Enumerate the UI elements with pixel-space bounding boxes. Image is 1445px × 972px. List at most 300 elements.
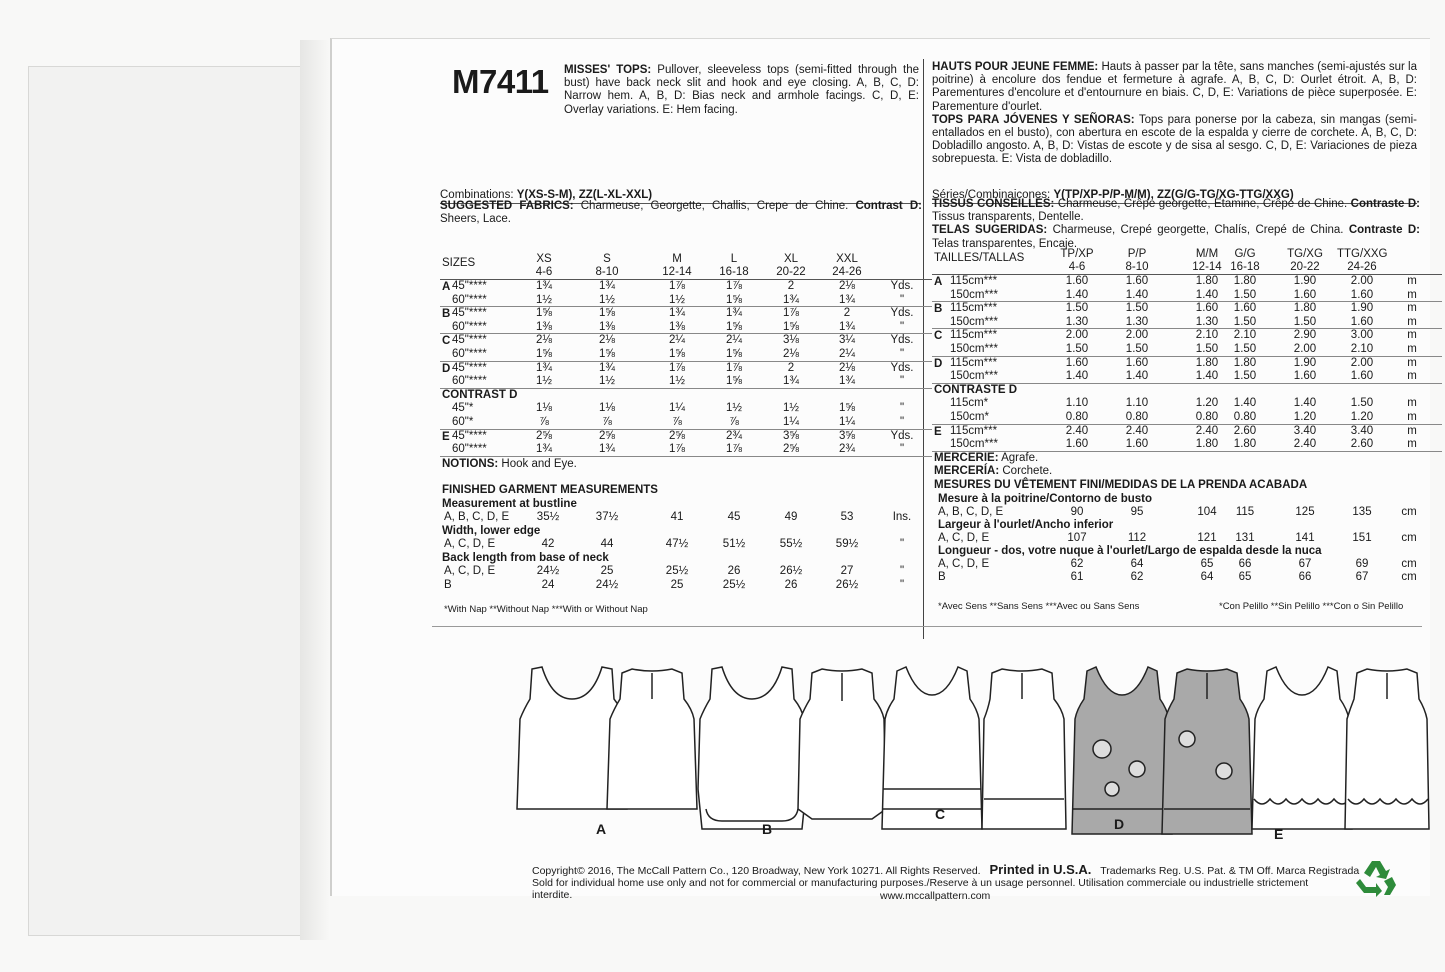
tissus-telas: TISSUS CONSEILLÉS: Charmeuse, Crêpe georgette, Etamine, Crêpe de Chine. Contraste D: Tissus transparents, Dentelle. TELAS SUGERIDAS: Charmeuse, Crepé georgette, Chalís, Crepé de China. Contraste D: Telas transparentes, Encaje. (932, 198, 1420, 250)
en-cell: 1¼ (783, 416, 799, 428)
fr-width: 115cm*** (950, 356, 998, 369)
fr-cell: 1.80 (1195, 275, 1219, 287)
view-d-front (1072, 667, 1172, 834)
mesures-cell: 90 (1070, 505, 1084, 518)
fr-unit: m (1407, 370, 1417, 383)
fr-cell: 0.80 (1195, 411, 1219, 423)
fr-size-num-4: 20-22 (1290, 261, 1320, 273)
en-cell: 3⅝ (783, 429, 799, 442)
fr-cell: 1.60 (1065, 438, 1089, 451)
fgm-label: A, C, D, E (444, 537, 496, 550)
en-cell: 1⅝ (726, 375, 742, 388)
fgm-cell: 26½ (779, 564, 803, 577)
mercerie-label: MERCERIE: (934, 451, 999, 464)
mesures-cell: 95 (1130, 505, 1144, 518)
en-cell: ⅞ (729, 416, 739, 428)
instruction-sheet (330, 38, 1430, 902)
fgm-heading: Measurement at bustline (442, 497, 577, 510)
mesures-cell: 107 (1067, 531, 1087, 544)
en-width: 60"**** (452, 293, 487, 306)
fr-cell: 2.00 (1350, 275, 1374, 287)
notions (442, 458, 577, 471)
combinations: Combinations: Y(XS-S-M), ZZ(L-XL-XXL) (440, 189, 653, 201)
fr-size-num-1: 8-10 (1125, 261, 1149, 273)
fgm-cell: 25 (600, 564, 614, 577)
fgm-cell: 24 (541, 578, 555, 591)
en-unit: Yds. (890, 280, 914, 292)
en-cell: 1½ (669, 293, 685, 306)
en-cell: 1¾ (726, 307, 742, 320)
en-width: 60"**** (452, 375, 487, 388)
en-cell: 2 (787, 280, 795, 292)
sens-note: *Avec Sens **Sans Sens ***Avec ou Sans Sens (938, 601, 1140, 612)
fr-cell: 1.80 (1233, 356, 1257, 369)
view-label-b: B (762, 821, 773, 837)
en-cell: 1½ (536, 375, 552, 388)
fgm-title: FINISHED GARMENT MEASUREMENTS (442, 483, 658, 496)
en-unit: Yds. (890, 361, 914, 374)
fr-cell: 1.20 (1195, 397, 1219, 410)
en-width: 45"**** (452, 334, 487, 347)
fr-cell: 1.60 (1233, 302, 1257, 315)
website-url: www.mccallpattern.com (880, 890, 991, 902)
desc-en: Pullover, sleeveless tops (semi-fitted through the bust) have back neck slit and hook and eye closing. A, B, C, D: Narrow hem. A, B, D: Bias neck and armhole facings. C, D, E: Overlay variations. E: Hem facing. (564, 64, 920, 116)
fgm-cell: 27 (840, 564, 854, 577)
fr-cell: 2.40 (1065, 424, 1089, 437)
fr-unit: m (1407, 315, 1417, 328)
en-cell: 1½ (669, 375, 685, 388)
mesures-label: A, C, D, E (938, 557, 990, 570)
en-unit: " (899, 416, 905, 428)
fr-cell: 1.50 (1195, 343, 1219, 355)
en-size-4: XL (783, 253, 799, 265)
fgm-heading: Width, lower edge (442, 524, 541, 537)
fr-cell: 1.60 (1125, 356, 1149, 369)
desc-fr: Hauts à passer par la tête, sans manches (semi-ajustés sur la poitrine) à encolure dos fendue et fermeture à agrafe. A, B, C, D: Ourlet étroit. A, B, D: Parementures d'encolure et d'entournure en biais. C, D, E: Variations de pièce superposée. E: Parementure d'ourlet. (932, 61, 1417, 113)
fr-cell: 1.80 (1233, 438, 1257, 451)
fgm-unit: Ins. (892, 510, 912, 523)
fr-cell: 1.60 (1065, 275, 1089, 287)
fr-cell: 1.50 (1233, 343, 1257, 355)
en-cell: 1¾ (599, 361, 615, 374)
pattern-number: M7411 (452, 63, 549, 100)
fr-cell: 1.20 (1350, 411, 1374, 423)
envelope-flap (28, 66, 304, 936)
mesures-cell: 61 (1070, 570, 1084, 583)
combinations-value: Y(XS-S-M), ZZ(L-XL-XXL) (516, 189, 653, 201)
en-width: 45"**** (452, 361, 487, 374)
fr-view-C: C (934, 330, 943, 343)
fr-cell: 1.90 (1293, 275, 1317, 287)
en-unit: " (899, 402, 905, 415)
fr-size-4: TG/XG (1287, 248, 1323, 260)
garment-views (512, 659, 1432, 859)
fr-width: 115cm*** (950, 302, 998, 315)
fr-cell: 2.40 (1293, 438, 1317, 451)
fr-cell: 1.60 (1350, 370, 1374, 383)
fr-cell: 0.80 (1233, 411, 1257, 423)
series-value: Y(TP/XP-P/P-M/M), ZZ(G/G-TG/XG-TTG/XXG) (1053, 189, 1294, 201)
en-unit: " (899, 443, 905, 456)
en-unit: " (899, 375, 905, 388)
en-cell: 3⅝ (839, 429, 855, 442)
fr-cell: 1.40 (1293, 397, 1317, 410)
en-cell: 2 (843, 307, 851, 320)
fr-cell: 1.40 (1065, 370, 1089, 383)
view-d-back (1162, 669, 1252, 834)
fr-size-num-3: 16-18 (1230, 261, 1260, 273)
fr-cell: 1.50 (1233, 288, 1257, 301)
en-size-num-1: 8-10 (595, 266, 619, 278)
en-cell: 1⅞ (726, 443, 742, 456)
en-cell: 2⅝ (669, 429, 685, 442)
en-view-B: B (442, 308, 451, 321)
fr-width: 115cm*** (950, 424, 998, 437)
fgm-unit: " (899, 537, 905, 550)
fgm-cell: 37½ (595, 510, 619, 523)
fr-cell: 1.60 (1350, 315, 1374, 328)
mesures-cell: 121 (1197, 531, 1217, 544)
en-cell: 1¼ (669, 402, 685, 415)
en-cell: 2¼ (839, 348, 855, 360)
fr-cell: 1.40 (1195, 370, 1219, 383)
fr-cell: 0.80 (1065, 411, 1089, 423)
en-cell: 1¾ (599, 443, 615, 456)
title-es: TOPS PARA JÓVENES Y SEÑORAS: (932, 113, 1135, 126)
fr-cell: 1.10 (1065, 397, 1089, 410)
fr-cell: 1.40 (1195, 288, 1219, 301)
fr-cell: 1.30 (1195, 315, 1219, 328)
fr-view-A: A (934, 276, 943, 288)
fr-cell: 1.80 (1195, 356, 1219, 369)
column-divider (923, 59, 924, 639)
fr-cell: 2.00 (1065, 329, 1089, 342)
fr-cell: 1.50 (1293, 315, 1317, 328)
fr-cell: 1.50 (1125, 343, 1149, 355)
en-cell: 1⅝ (536, 348, 552, 360)
en-cell: ⅞ (539, 416, 549, 428)
en-cell: 1½ (599, 293, 615, 306)
en-cell: 1⅝ (669, 348, 685, 360)
fr-unit: m (1407, 424, 1417, 437)
fr-contrast-label: CONTRASTE D (934, 383, 1018, 396)
fr-unit: m (1407, 329, 1417, 342)
fr-cell: 1.10 (1125, 397, 1149, 410)
en-cell: 2¼ (669, 334, 685, 347)
en-cell: 1⅝ (726, 348, 742, 360)
fr-unit: m (1407, 397, 1417, 410)
usage-notice: Sold for individual home use only and not for commercial or manufacturing purposes./Reserve à un usage personnel. Utilisation commerciale ou industrielle strictement interdite. (532, 877, 1309, 901)
fr-cell: 2.60 (1350, 438, 1374, 451)
fr-width: 150cm*** (950, 438, 998, 451)
fr-width: 150cm*** (950, 370, 998, 383)
mesures-cell: 131 (1235, 531, 1255, 544)
fr-cell: 2.40 (1195, 424, 1219, 437)
en-size-num-3: 16-18 (719, 266, 749, 278)
fr-size-0: TP/XP (1060, 248, 1094, 260)
mesures-unit: cm (1401, 570, 1417, 583)
en-size-3: L (730, 253, 738, 265)
fr-width: 115cm* (950, 397, 989, 410)
en-cell: 2⅛ (599, 334, 615, 347)
en-cell: 1⅞ (669, 280, 685, 292)
mercerie (934, 452, 1038, 465)
fr-cell: 2.60 (1233, 424, 1257, 437)
fr-cell: 1.80 (1293, 302, 1317, 315)
fgm-cell: 24½ (595, 578, 619, 591)
tables-bottom-rule (432, 626, 1422, 627)
en-cell: 1¾ (536, 361, 552, 374)
en-contrast-label: CONTRAST D (442, 388, 518, 401)
fr-cell: 2.90 (1293, 329, 1317, 342)
en-cell: 1½ (599, 375, 615, 388)
en-cell: 1⅝ (536, 307, 552, 320)
fr-unit: m (1407, 411, 1417, 423)
fgm-cell: 25½ (665, 564, 689, 577)
mesures-cell: 66 (1238, 557, 1252, 570)
view-label-c: C (935, 806, 946, 822)
fr-unit: m (1407, 288, 1417, 301)
notions-label: NOTIONS: (442, 457, 499, 470)
en-width: 45"* (452, 402, 474, 415)
en-view-E: E (442, 430, 450, 443)
fr-width: 150cm*** (950, 288, 998, 301)
en-size-num-4: 20-22 (776, 266, 806, 278)
en-size-0: XS (536, 253, 552, 265)
fr-cell: 1.50 (1233, 370, 1257, 383)
fr-cell: 1.60 (1195, 302, 1219, 315)
fr-cell: 1.80 (1233, 275, 1257, 287)
fgm-cell: 26½ (835, 578, 859, 591)
fr-unit: m (1407, 275, 1417, 287)
mesures-cell: 112 (1127, 531, 1147, 544)
fgm-label: B (444, 578, 452, 591)
fr-width: 150cm*** (950, 343, 998, 355)
fr-cell: 0.80 (1125, 411, 1149, 423)
fr-cell: 1.40 (1065, 288, 1089, 301)
fr-cell: 1.50 (1065, 302, 1089, 315)
en-cell: 1⅛ (599, 402, 615, 415)
description-fr (932, 61, 1417, 167)
en-cell: 1⅞ (783, 307, 799, 320)
fr-cell: 2.40 (1125, 424, 1149, 437)
mesures-cell: 125 (1295, 505, 1315, 518)
fr-cell: 2.00 (1125, 329, 1149, 342)
fr-cell: 2.00 (1350, 356, 1374, 369)
en-cell: 2⅝ (536, 429, 552, 442)
en-cell: 1⅝ (783, 320, 799, 333)
fr-unit: m (1407, 438, 1417, 451)
en-cell: 2⅝ (783, 443, 799, 456)
en-unit: Yds. (890, 307, 914, 320)
en-cell: 2⅛ (536, 334, 552, 347)
mesures-cell: 104 (1197, 505, 1217, 518)
en-cell: 1⅞ (669, 361, 685, 374)
fgm-cell: 44 (600, 537, 614, 550)
recycle-icon (1354, 857, 1398, 899)
en-cell: 1¾ (536, 280, 552, 292)
en-cell: ⅞ (602, 416, 612, 428)
fgm-cell: 53 (840, 510, 854, 523)
mesures-cell: 65 (1200, 557, 1214, 570)
en-unit: Yds. (890, 429, 914, 442)
fgm-cell: 35½ (536, 510, 560, 523)
fr-size-num-5: 24-26 (1347, 261, 1377, 273)
view-a-back (607, 669, 697, 809)
fr-size-num-0: 4-6 (1068, 261, 1086, 273)
en-size-num-0: 4-6 (535, 266, 553, 278)
fr-width: 150cm* (950, 411, 989, 423)
en-view-D: D (442, 362, 451, 375)
copyright-line: Copyright© 2016, The McCall Pattern Co., 120 Broadway, New York 10271. All Rights Reserved. Printed in U.S.A. Trademarks Reg. U.S. Pat. & TM Off. Marca Registrada (532, 862, 1360, 877)
fgm-label: A, C, D, E (444, 564, 496, 577)
fr-unit: m (1407, 302, 1417, 315)
desc-es: Tops para ponerse por la cabeza, sin mangas (semi-entallados en el busto), con abertura en escote de la espalda y cierre de corchete. A, B, C, D: Dobladillo angosto. A, B, D: Vistas de escote y de sisa al sesgo. C, D, E: Variaciones de pieza sobrepuesta. E: Vista de dobladillo. (932, 113, 1417, 166)
mesures-cell: 67 (1355, 570, 1369, 583)
merceria-label: MERCERÍA: (934, 464, 1000, 477)
mesures-heading: Longueur - dos, votre nuque à l'ourlet/Largo de espalda desde la nuca (938, 544, 1322, 557)
fr-cell: 1.50 (1065, 343, 1089, 355)
fr-size-num-2: 12-14 (1192, 261, 1222, 273)
en-cell: 1⅜ (599, 320, 615, 333)
fr-cell: 3.40 (1293, 424, 1317, 437)
fr-cell: 1.80 (1195, 438, 1219, 451)
mesures-heading: Mesure à la poitrine/Contorno de busto (938, 492, 1153, 505)
en-cell: 2¾ (839, 443, 855, 456)
mesures-title: MESURES DU VÊTEMENT FINI/MEDIDAS DE LA PRENDA ACABADA (934, 478, 1308, 491)
fr-cell: 3.40 (1350, 424, 1374, 437)
en-width: 45"**** (452, 307, 487, 320)
fr-view-E: E (934, 425, 942, 438)
fr-cell: 2.10 (1195, 329, 1219, 342)
fgm-cell: 26 (727, 564, 741, 577)
en-width: 45"**** (452, 280, 487, 292)
fr-view-D: D (934, 357, 943, 370)
fr-cell: 2.10 (1233, 329, 1257, 342)
fr-cell: 1.60 (1125, 438, 1149, 451)
fr-sizes-label: TAILLES/TALLAS (934, 252, 1025, 264)
suggested-fabrics: SUGGESTED FABRICS: Charmeuse, Georgette, Challis, Crepe de Chine. Contrast D: Sheers, Lace. (440, 200, 922, 226)
en-width: 60"**** (452, 443, 487, 456)
fr-size-1: P/P (1127, 248, 1147, 260)
fr-cell: 1.40 (1233, 397, 1257, 410)
en-cell: 1¾ (536, 443, 552, 456)
fr-cell: 1.40 (1125, 288, 1149, 301)
en-cell: 1⅝ (726, 320, 742, 333)
mesures-unit: cm (1401, 505, 1417, 518)
description-en (564, 64, 919, 117)
en-cell: 1⅛ (536, 402, 552, 415)
en-cell: 1½ (536, 293, 552, 306)
en-cell: 1⅝ (599, 307, 615, 320)
mesures-cell: 151 (1352, 531, 1372, 544)
flap-shadow (300, 40, 330, 940)
en-cell: 2¼ (726, 334, 742, 347)
en-cell: 1⅜ (536, 320, 552, 333)
en-cell: 1⅝ (599, 348, 615, 360)
fr-width: 115cm*** (950, 329, 998, 342)
fr-cell: 1.50 (1350, 397, 1374, 410)
fgm-cell: 59½ (835, 537, 859, 550)
view-b-front (698, 667, 806, 829)
mesures-cell: 66 (1298, 570, 1312, 583)
fr-width: 150cm*** (950, 315, 998, 328)
en-size-2: M (672, 253, 682, 265)
mesures-label: A, B, C, D, E (938, 505, 1004, 518)
en-size-1: S (603, 253, 611, 265)
fr-cell: 1.60 (1350, 288, 1374, 301)
fr-cell: 1.60 (1125, 275, 1149, 287)
fgm-heading: Back length from base of neck (442, 551, 609, 564)
en-unit: " (899, 348, 905, 360)
en-cell: 2¾ (726, 429, 742, 442)
view-c-back (982, 669, 1066, 829)
mesures-cell: 62 (1130, 570, 1144, 583)
fgm-cell: 25½ (722, 578, 746, 591)
mesures-cell: 141 (1295, 531, 1315, 544)
en-sizes-label: SIZES (442, 257, 476, 269)
en-cell: 1¾ (839, 375, 855, 388)
en-unit: Yds. (890, 334, 914, 347)
en-unit: " (899, 293, 905, 306)
en-cell: 2 (787, 361, 795, 374)
en-size-5: XXL (836, 253, 858, 265)
fr-cell: 1.60 (1293, 370, 1317, 383)
mesures-cell: 115 (1235, 505, 1255, 518)
fr-unit: m (1407, 356, 1417, 369)
title-en: MISSES' TOPS: (564, 64, 652, 76)
mesures-cell: 64 (1200, 570, 1214, 583)
en-cell: 1½ (726, 402, 742, 415)
fgm-cell: 42 (541, 537, 555, 550)
series: Séries/Combinaicones: Y(TP/XP-P/P-M/M), ZZ(G/G-TG/XG-TTG/XXG) (932, 189, 1294, 201)
fgm-cell: 55½ (779, 537, 803, 550)
mesures-cell: 135 (1352, 505, 1372, 518)
fgm-cell: 41 (670, 510, 684, 523)
en-width: 60"**** (452, 320, 487, 333)
fr-cell: 1.50 (1125, 302, 1149, 315)
fgm-cell: 49 (784, 510, 798, 523)
en-cell: 1¾ (599, 280, 615, 292)
fgm-cell: 25 (670, 578, 684, 591)
fgm-cell: 24½ (536, 564, 560, 577)
view-label-d: D (1114, 816, 1125, 832)
en-cell: 1¾ (839, 320, 855, 333)
fr-cell: 2.00 (1293, 343, 1317, 355)
merceria (934, 465, 1052, 478)
fr-size-5: TTG/XXG (1337, 248, 1388, 260)
en-size-num-5: 24-26 (832, 266, 862, 278)
en-view-C: C (442, 335, 451, 348)
en-cell: 1⅞ (726, 280, 742, 292)
fr-cell: 1.50 (1233, 315, 1257, 328)
fr-cell: 1.30 (1125, 315, 1149, 328)
en-cell: 1⅝ (839, 402, 855, 415)
fgm-cell: 51½ (722, 537, 746, 550)
fr-width: 115cm*** (950, 275, 998, 287)
title-fr: HAUTS POUR JEUNE FEMME: (932, 61, 1099, 73)
fr-cell: 1.90 (1350, 302, 1374, 315)
fr-unit: m (1407, 343, 1417, 355)
fr-cell: 1.60 (1293, 288, 1317, 301)
en-cell: 2⅛ (783, 348, 799, 360)
mesures-cell: 67 (1298, 557, 1312, 570)
fr-cell: 3.00 (1350, 329, 1374, 342)
mesures-cell: 64 (1130, 557, 1144, 570)
notions-value: Hook and Eye. (498, 457, 577, 470)
fgm-unit: " (899, 564, 905, 577)
en-unit: " (899, 320, 905, 333)
